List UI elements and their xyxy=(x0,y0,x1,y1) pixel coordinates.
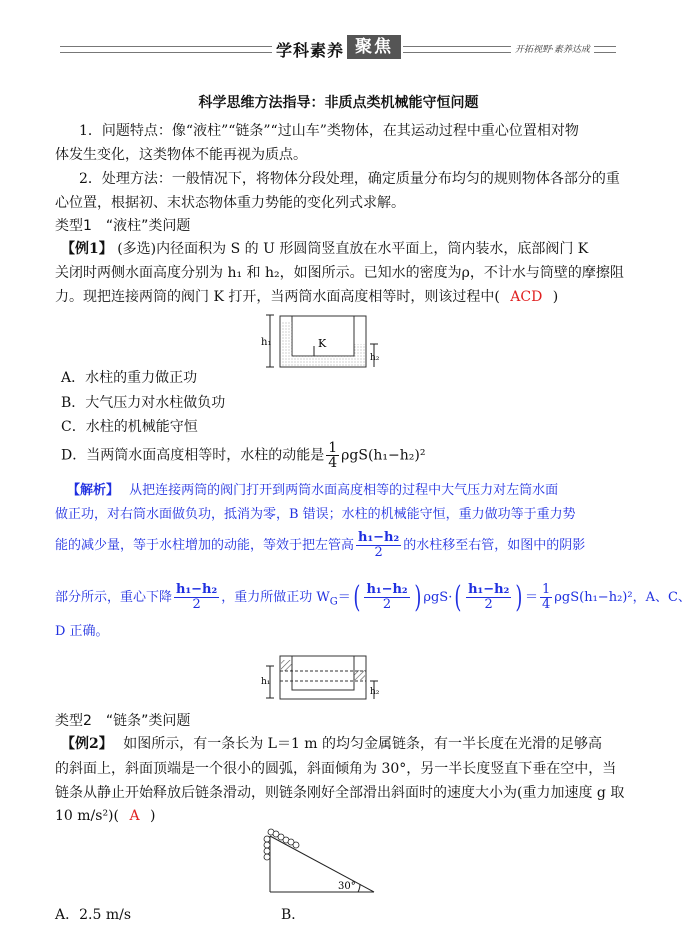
solution-1-frac5 xyxy=(540,583,552,612)
solution-1-frac3 xyxy=(364,583,409,612)
sol-frac3-n: h₁−h₂ xyxy=(366,582,408,597)
example-1-text1: (多选)内径面积为 S 的 U 形圆筒竖直放在水平面上，筒内装水，底部阀门 K xyxy=(117,241,589,257)
sol-frac1-d: 2 xyxy=(374,545,383,560)
fig2-shaded-left xyxy=(281,660,292,671)
example-2-text4: 10 m/s²)( xyxy=(55,808,119,824)
fig1-h1-label: h₁ xyxy=(261,337,272,348)
header-title: 学科素养 xyxy=(276,41,345,60)
fig1-k-label: K xyxy=(318,337,327,350)
solution-1-frac2 xyxy=(174,583,219,612)
sol-frac5-n: 1 xyxy=(542,582,551,597)
example-1-tag: 【例1】 xyxy=(61,241,113,257)
sol-frac4-n: h₁−h₂ xyxy=(468,582,510,597)
example-2-line2: 的斜面上，斜面顶端是一个很小的圆弧，斜面倾角为 30°，另一半长度竖直下垂在空中，当 xyxy=(55,761,617,777)
fig2-h2-label: h₂ xyxy=(370,687,380,697)
solution-1-text4b: ，重力所做正功 W xyxy=(221,590,330,605)
paragraph-1-cont: 体发生变化，这类物体不能再视为质点。 xyxy=(55,147,307,163)
option-a: A．水柱的重力做正功 xyxy=(61,370,198,386)
solution-1-frac1 xyxy=(356,531,401,560)
incline-chain-figure xyxy=(260,826,380,898)
option-d-prefix: D．当两筒水面高度相等时，水柱的动能是 xyxy=(61,447,325,464)
solution-1-line3 xyxy=(55,530,585,562)
example-2-option-b: B． xyxy=(281,907,306,923)
solution-1-line2: 做正功，对右筒水面做负功，抵消为零，B 错误；水柱的机械能守恒，重力做功等于重力势 xyxy=(55,507,576,522)
option-b: B．大气压力对水柱做负功 xyxy=(61,395,226,411)
example-2-line4 xyxy=(55,806,155,826)
section-title: 科学思维方法指导：非质点类机械能守恒问题 xyxy=(198,95,479,111)
example-2-answer: A xyxy=(129,808,140,824)
sol-frac3-d: 2 xyxy=(382,597,392,612)
paragraph-2-cont: 心位置，根据初、末状态物体重力势能的变化列式求解。 xyxy=(55,195,405,211)
option-d-frac-n: 1 xyxy=(328,440,338,456)
header-rule-right xyxy=(594,46,616,53)
fig1-left-water xyxy=(281,322,292,366)
example-1-answer: ACD xyxy=(510,289,543,305)
header-rule-mid xyxy=(403,46,511,53)
solution-1-text3a: 能的减少量，等于水柱增加的动能，等效于把左管高 xyxy=(55,538,355,553)
fig1-inner-wall xyxy=(292,316,354,356)
solution-1-text4d: ρgS(h₁−h₂)²，A、C、 xyxy=(554,590,691,605)
sol-frac2-d: 2 xyxy=(192,597,201,612)
header-banner xyxy=(0,38,677,60)
u-tube-shaded-figure xyxy=(258,652,388,707)
type1-heading: 类型1 “液柱”类问题 xyxy=(55,218,191,234)
option-d-fraction xyxy=(326,441,339,470)
sol-frac4-d: 2 xyxy=(484,597,493,612)
paragraph-2: 2．处理方法：一般情况下，将物体分段处理，确定质量分布均匀的规则物体各部分的重 xyxy=(79,171,620,187)
example-1-close: ) xyxy=(552,289,559,305)
sol-frac1-n: h₁−h₂ xyxy=(358,530,400,545)
option-d-frac-d: 4 xyxy=(328,455,338,471)
option-d xyxy=(61,441,425,470)
solution-1-line5: D 正确。 xyxy=(55,624,109,639)
header-rule-left xyxy=(60,46,272,53)
sol-frac2-n: h₁−h₂ xyxy=(176,582,218,597)
example-1-line3 xyxy=(55,287,558,307)
paragraph-1: 1．问题特点：像“液柱”“链条”“过山车”类物体，在其运动过程中重心位置相对物 xyxy=(79,123,579,139)
example-2-close: ) xyxy=(150,808,156,824)
header-tagline: 开拓视野·素养达成 xyxy=(515,45,590,55)
fig1-bottom-water xyxy=(292,356,354,366)
example-2-line3: 链条从静止开始释放后链条滑动，则链条刚好全部滑出斜面时的速度大小为(重力加速度 g 取 xyxy=(55,785,625,801)
example-1-line2: 关闭时两侧水面高度分别为 h₁ 和 h₂，如图所示。已知水的密度为ρ，不计水与筒壁的摩擦阻 xyxy=(55,265,624,281)
header-badge: 聚焦 xyxy=(347,35,401,59)
example-1-text3: 力。现把连接两筒的阀门 K 打开，当两筒水面高度相等时，则该过程中( xyxy=(55,289,500,305)
sol-frac5-d: 4 xyxy=(542,597,551,612)
solution-1-text4c: ρgS· xyxy=(423,590,453,605)
example-1-line1 xyxy=(61,239,588,259)
solution-1-text1: 从把连接两筒的阀门打开到两筒水面高度相等的过程中大气压力对左筒水面 xyxy=(129,483,559,498)
solution-1-sub-g: G xyxy=(329,596,338,608)
example-2-option-a: A．2.5 m/s xyxy=(55,907,132,923)
example-2-text1: 如图所示，有一条长为 L＝1 m 的均匀金属链条，有一半长度在光滑的足够高 xyxy=(123,736,603,752)
option-d-suffix: ρgS(h₁−h₂)² xyxy=(341,447,426,464)
example-2-tag: 【例2】 xyxy=(61,736,113,752)
solution-1-line1 xyxy=(67,481,558,501)
option-c: C．水柱的机械能守恒 xyxy=(61,419,198,435)
fig3-chain xyxy=(264,829,299,860)
fig1-h2-label: h₂ xyxy=(370,353,380,363)
solution-1-frac4 xyxy=(466,583,511,612)
solution-1-text4a: 部分所示，重心下降 xyxy=(55,590,173,605)
solution-1-line4: 部分所示，重心下降 $\frac{\text{h₁−h₂}}{2}$ ，重力所做正功 $W_G=$( $\frac{\text{h₁−h₂}}{2}$ ) ρgS·( $\frac{\text{h₁−h₂}}{2}$ ) ＝ $\frac{1}{4}$ ρgS(h₁−h₂)²，A、C、 xyxy=(55,579,691,615)
fig3-angle-label: 30° xyxy=(338,881,356,892)
fig3-incline xyxy=(270,836,374,892)
type2-heading: 类型2 “链条”类问题 xyxy=(55,713,191,729)
u-tube-figure xyxy=(258,310,388,372)
fig2-h1-label: h₁ xyxy=(261,677,271,687)
solution-1-text3b: 的水柱移至右管，如图中的阴影 xyxy=(403,538,586,553)
solution-1-tag: 【解析】 xyxy=(67,483,120,498)
example-2-line1 xyxy=(61,734,602,754)
fig1-right-water xyxy=(354,344,365,366)
